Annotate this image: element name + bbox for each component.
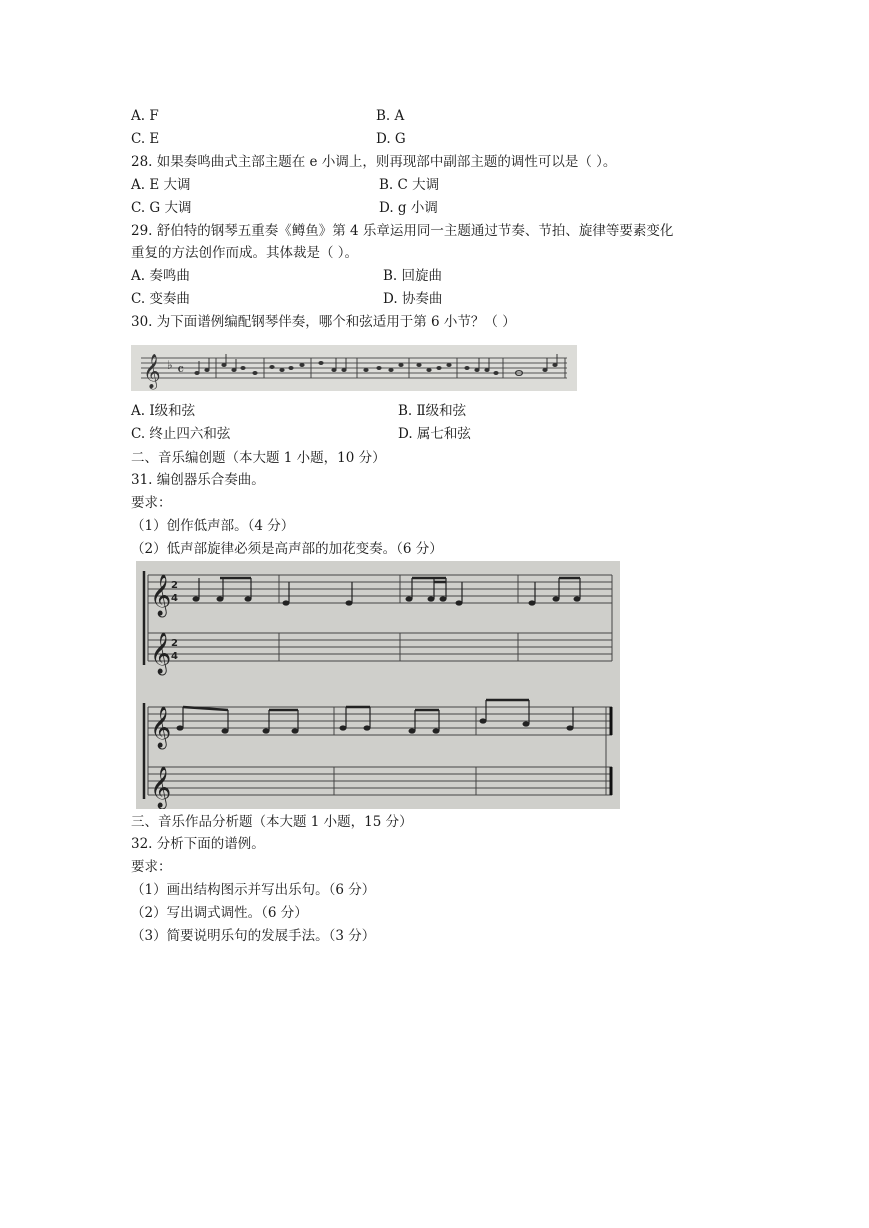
- q27-option-a: A. F: [131, 108, 159, 124]
- q32-requirement-label: 要求：: [131, 859, 172, 875]
- q29-option-d: D. 协奏曲: [383, 291, 443, 307]
- q30-option-b: B. Ⅱ级和弦: [398, 403, 467, 419]
- q31-requirement-label: 要求：: [131, 495, 172, 511]
- q27-option-c: C. E: [131, 131, 160, 147]
- q28-option-a: A. E 大调: [131, 177, 191, 193]
- svg-text:2: 2: [171, 580, 178, 591]
- q27-option-b: B. A: [376, 108, 405, 124]
- svg-text:4: 4: [171, 651, 178, 662]
- svg-text:𝄞: 𝄞: [150, 767, 172, 808]
- q31-requirement-1: （1）创作低声部。（4 分）: [131, 518, 295, 534]
- q30-stem: 30. 为下面谱例编配钢琴伴奏，哪个和弦适用于第 6 小节？（ ）: [131, 314, 516, 330]
- svg-text:4: 4: [171, 593, 178, 604]
- q32-stem: 32. 分析下面的谱例。: [131, 836, 265, 852]
- svg-text:2: 2: [171, 638, 178, 649]
- q28-option-b: B. C 大调: [379, 177, 440, 193]
- q30-option-a: A. Ⅰ级和弦: [131, 403, 196, 419]
- score-example-q31: [136, 561, 620, 809]
- score-example-q30: [131, 345, 577, 391]
- section2-title: 二、音乐编创题（本大题 1 小题，10 分）: [131, 450, 386, 466]
- q27-option-d: D. G: [376, 131, 406, 147]
- svg-text:𝄞: 𝄞: [150, 633, 172, 674]
- q29-stem-line2: 重复的方法创作而成。其体裁是（ ）。: [131, 245, 359, 261]
- q32-requirement-1: （1）画出结构图示并写出乐句。（6 分）: [131, 882, 376, 898]
- svg-text:𝄞: 𝄞: [143, 354, 161, 389]
- q29-option-c: C. 变奏曲: [131, 291, 190, 307]
- svg-text:𝄞: 𝄞: [150, 707, 172, 748]
- q28-stem: 28. 如果奏鸣曲式主部主题在 e 小调上，则再现部中副部主题的调性可以是（ ）。: [131, 154, 617, 170]
- q29-option-a: A. 奏鸣曲: [131, 268, 190, 284]
- svg-text:♭: ♭: [167, 358, 173, 372]
- q31-requirement-2: （2）低声部旋律必须是高声部的加花变奏。（6 分）: [131, 541, 443, 557]
- q28-option-c: C. G 大调: [131, 200, 192, 216]
- svg-text:𝄞: 𝄞: [150, 575, 172, 616]
- q29-option-b: B. 回旋曲: [383, 268, 443, 284]
- q29-stem-line1: 29. 舒伯特的钢琴五重奏《鳟鱼》第 4 乐章运用同一主题通过节奏、节拍、旋律等要素变化: [131, 223, 674, 239]
- q30-option-c: C. 终止四六和弦: [131, 426, 231, 442]
- svg-text:𝄴: 𝄴: [177, 360, 185, 379]
- q32-requirement-2: （2）写出调式调性。（6 分）: [131, 905, 308, 921]
- q28-option-d: D. g 小调: [379, 200, 438, 216]
- q32-requirement-3: （3）简要说明乐句的发展手法。（3 分）: [131, 928, 376, 944]
- section3-title: 三、音乐作品分析题（本大题 1 小题，15 分）: [131, 814, 413, 830]
- q30-option-d: D. 属七和弦: [398, 426, 471, 442]
- q31-stem: 31. 编创器乐合奏曲。: [131, 472, 265, 488]
